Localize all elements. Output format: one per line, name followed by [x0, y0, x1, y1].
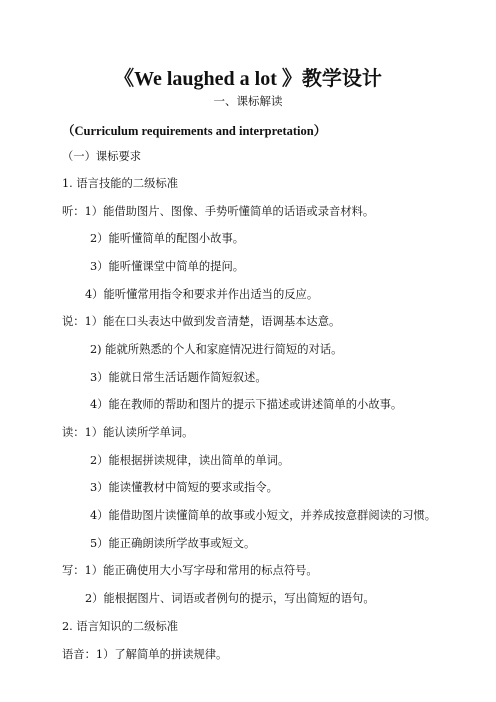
text-line: 2) 能就所熟悉的个人和家庭情况进行简短的对话。 — [90, 343, 343, 356]
text-line: 3）能就日常生活话题作简短叙述。 — [90, 371, 267, 384]
text-line: 听：1）能借助图片、图像、手势听懂简单的话语或录音材料。 — [62, 205, 375, 218]
text-line: 3）能听懂课堂中简单的提问。 — [90, 260, 245, 273]
list-heading: 2. 语言知识的二级标准 — [62, 620, 179, 633]
text-line: 4）能在教师的帮助和图片的提示下描述或讲述简单的小故事。 — [90, 398, 403, 411]
text-line: 2）能听懂简单的配图小故事。 — [90, 232, 245, 245]
text-line: 写：1）能正确使用大小写字母和常用的标点符号。 — [62, 564, 318, 577]
text-line: 4）能听懂常用指令和要求并作出适当的反应。 — [85, 288, 319, 301]
english-heading: （Curriculum requirements and interpretation） — [62, 124, 327, 138]
text-line: 4）能借助图片读懂简单的故事或小短文，并养成按意群阅读的习惯。 — [90, 509, 437, 522]
text-line: 2）能根据图片、词语或者例句的提示，写出简短的语句。 — [85, 592, 375, 605]
text-line: 2）能根据拼读规律，读出简单的单词。 — [90, 454, 290, 467]
text-line: 3）能读懂教材中简短的要求或指令。 — [90, 481, 278, 494]
document-title: 《We laughed a lot 》教学设计 — [114, 68, 382, 90]
list-heading: 1. 语言技能的二级标准 — [62, 177, 179, 190]
text-line: 读：1）能认读所学单词。 — [62, 426, 194, 439]
text-line: 说：1）能在口头表达中做到发音清楚，语调基本达意。 — [62, 315, 341, 328]
text-line: 5）能正确朗读所学故事或短文。 — [90, 537, 256, 550]
subsection-heading: （一）课标要求 — [62, 150, 142, 163]
section-heading: 一、课标解读 — [213, 94, 283, 108]
text-line: 语音：1）了解简单的拼读规律。 — [62, 648, 228, 661]
